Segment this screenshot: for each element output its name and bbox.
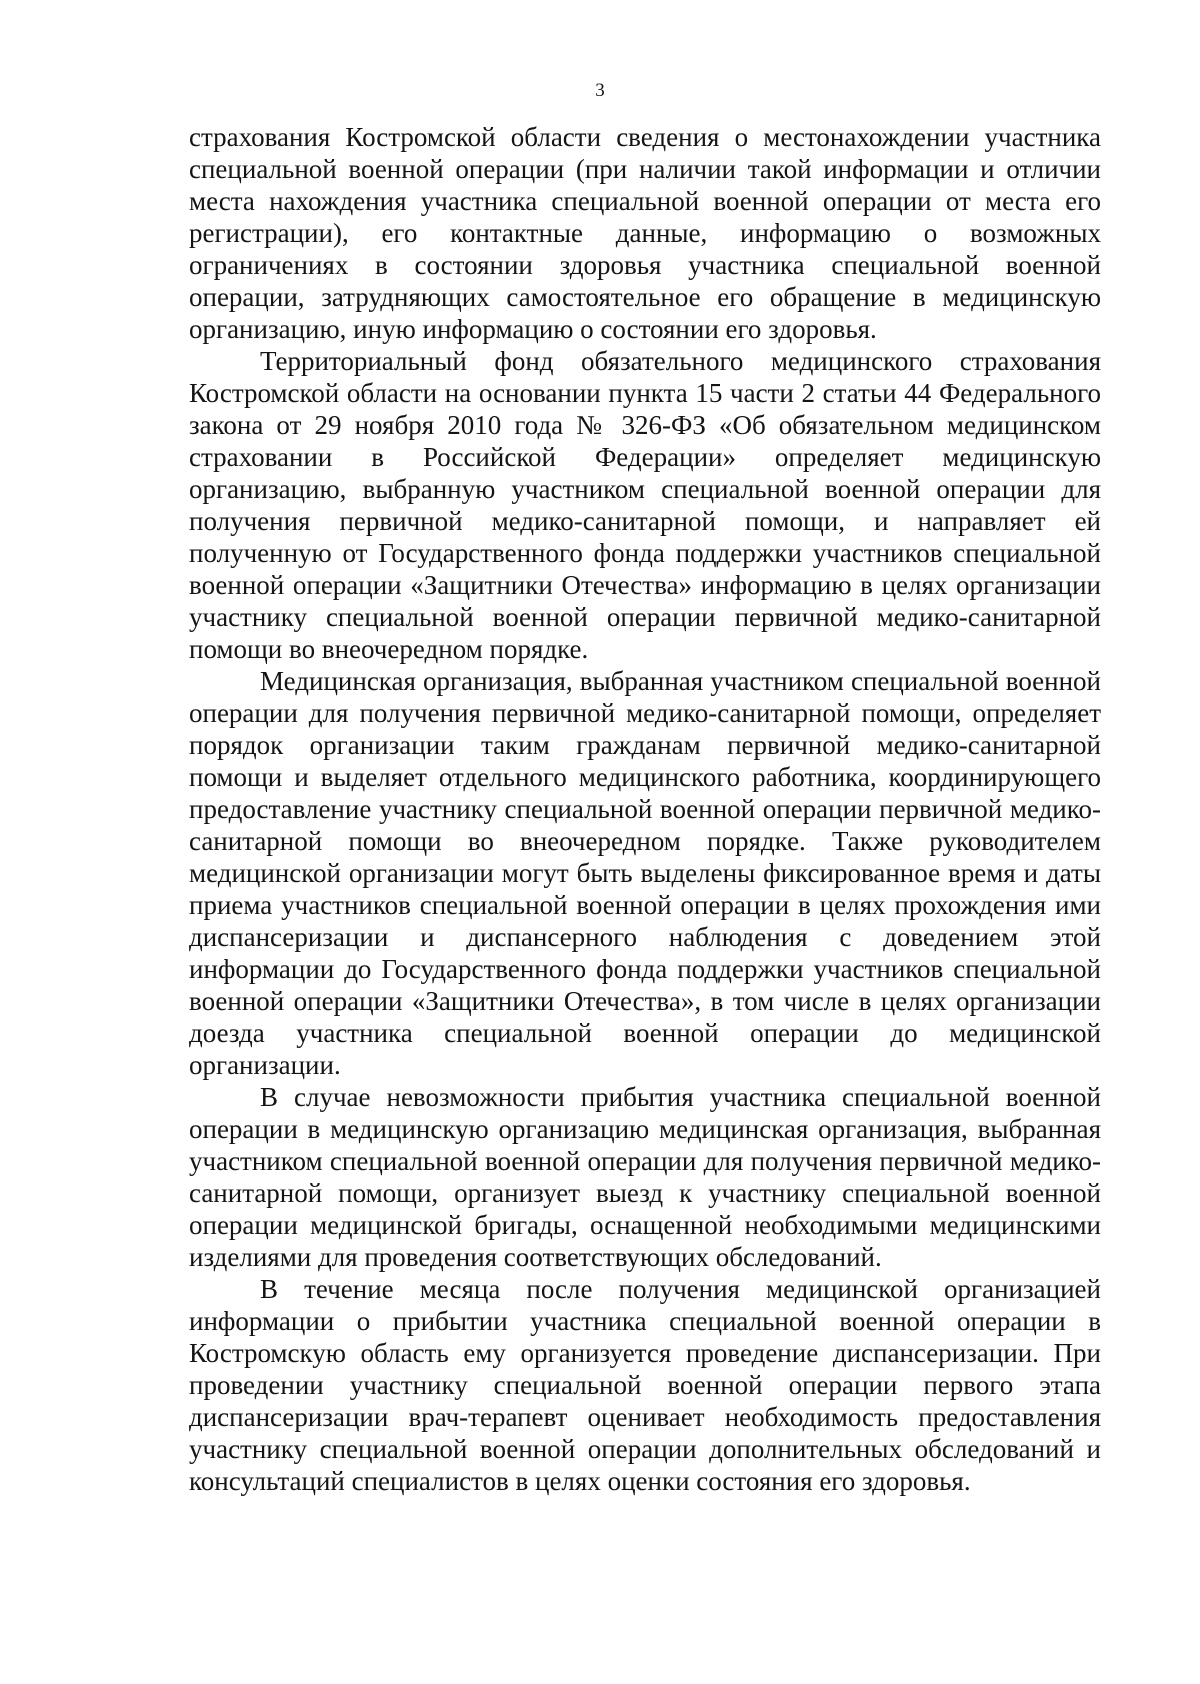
paragraph-dispensary-examination: В течение месяца после получения медицинской организацией информации о прибытии участника специальной военной операции в Костромскую область ему организуется проведение диспансеризации. При проведении участнику специальной военной операции первого этапа диспансеризации врач-терапевт оценивает необходимость предоставления участнику специальной военной операции дополнительных обследований и консультаций специалистов в целях оценки состояния его здоровья.	[189, 1274, 1101, 1496]
paragraph-home-visit: В случае невозможности прибытия участника специальной военной операции в медицинскую организацию медицинская организация, выбранная участником специальной военной операции для получения первичной медико-санитарной помощи, организует выезд к участнику специальной военной операции медицинской бригады, оснащенной необходимыми медицинскими изделиями для проведения соответствующих обследований.	[189, 1082, 1101, 1272]
document-body	[189, 121, 1101, 1497]
paragraph-territorial-fund: Территориальный фонд обязательного медицинского страхования Костромской области на основании пункта 15 части 2 статьи 44 Федерального закона от 29 ноября 2010 года № 326-ФЗ «Об обязательном медицинском страховании в Российской Федерации» определяет медицинскую организацию, выбранную участником специальной военной операции для получения первичной медико-санитарной помощи, и направляет ей полученную от Государственного фонда поддержки участников специальной военной операции «Защитники Отечества» информацию в целях организации участнику специальной военной операции первичной медико-санитарной помощи во внеочередном порядке.	[189, 346, 1101, 664]
paragraph-medical-organization: Медицинская организация, выбранная участником специальной военной операции для получения первичной медико-санитарной помощи, определяет порядок организации таким гражданам первичной медико-санитарной помощи и выделяет отдельного медицинского работника, координирующего предоставление участнику специальной военной операции первичной медико-санитарной помощи во внеочередном порядке. Также руководителем медицинской организации могут быть выделены фиксированное время и даты приема участников специальной военной операции в целях прохождения ими диспансеризации и диспансерного наблюдения с доведением этой информации до Государственного фонда поддержки участников специальной военной операции «Защитники Отечества», в том числе в целях организации доезда участника специальной военной операции до медицинской организации.	[189, 666, 1101, 1080]
paragraph-continued: страхования Костромской области сведения о местонахождении участника специальной военной операции (при наличии такой информации и отличии места нахождения участника специальной военной операции от места его регистрации), его контактные данные, информацию о возможных ограничениях в состоянии здоровья участника специальной военной операции, затрудняющих самостоятельное его обращение в медицинскую организацию, иную информацию о состоянии его здоровья.	[189, 122, 1101, 344]
page-number: 3	[595, 80, 605, 101]
